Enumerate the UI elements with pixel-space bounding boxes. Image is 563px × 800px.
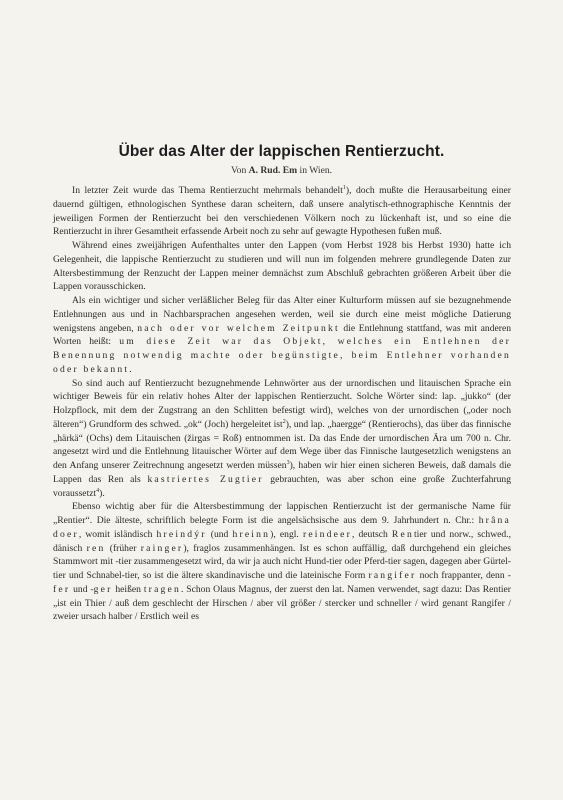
text-run: (und xyxy=(206,528,233,540)
text-run: ). xyxy=(99,487,105,499)
text-run: (früher xyxy=(105,542,141,554)
footnote-ref: 4 xyxy=(96,487,100,494)
spaced-emphasis: nach oder vor welchem Zeitpunkt xyxy=(137,322,340,334)
text-run: . Schon Olaus Magnus, der zuerst den lat. Namen verwendet, sagt dazu: Das Rentier „ist ein Thier / auß dem geschlecht der Hirschen / aber vil größer / stercker und schneller / wird genant Rangifer / zweier ursach halber / Erstlich weil es xyxy=(53,583,511,623)
paragraph xyxy=(53,239,511,294)
text-run: ), doch mußte die Herausarbeitung einer dauernd gültigen, ethnologischen Synthese daran scheitern, daß unsere analytisch-ethnographische Kenntnis der jeweiligen Formen der Rentierzucht bei den verschiedenen Völkern noch zu lückenhaft ist, und so eine die Rentierzucht in ihrer Gesamtheit erfassende Arbeit noch zu sehr auf gewagte Hypothesen fußen muß. xyxy=(53,185,511,238)
text-run: , womit isländisch xyxy=(78,528,157,540)
spaced-emphasis: um diese Zeit war das Objekt, welches ein Entlehnen der Benennung notwendig machte oder begünstigte, beim Entlehner vorhanden oder bekannt xyxy=(53,336,511,375)
spaced-emphasis: tragen xyxy=(143,583,181,595)
paragraph xyxy=(53,294,511,377)
paragraph xyxy=(53,377,511,501)
text-run: Während eines zweijährigen Aufenthaltes unter den Lappen (vom Herbst 1928 bis Herbst 1930) hatte ich Gelegenheit, die lappische Rentierzucht zu studieren und will nun im folgenden mehrere grundlegende Daten zur Altersbestimmung der Renzucht der Lappen meiner demnächst zum Abschluß gebrachten größeren Arbeit über die Lappen vorausschicken. xyxy=(53,240,511,293)
text-run: Als ein wichtiger und sicher verläßlicher Beleg für das Alter einer Kulturform müssen auf sie bezugnehmende Entlehnungen aus und in Nachbarsprachen angesehen werden, weil sie durch eine meist mögliche Datierung wenigstens angeben, xyxy=(53,295,511,334)
text-run: ), fraglos zusammenhängen. Ist es schon auffällig, daß durchgehend ein gleiches Stammwort mit -tier zusammengesetzt wird, da wir ja auch nicht Hund-tier oder Pferd-tier sagen, dagegen aber Gürtel-tier und Schnabel-tier, so ist die ältere skandinavische und die lateinische Form xyxy=(53,542,511,581)
spaced-emphasis: rainger xyxy=(140,542,184,554)
text-run: Ebenso wichtig aber für die Altersbestimmung der lappischen Rentierzucht ist der germanische Name für „Rentier“. Die älteste, schriftlich belegte Form ist die angelsächsische aus dem 9. Jahrhundert n. Chr.: xyxy=(53,501,511,526)
paragraph xyxy=(53,184,511,239)
text-run: ), haben wir hier einen sicheren Beweis, daß damals die Lappen das Ren als xyxy=(53,460,511,485)
spaced-emphasis: hrâna doer xyxy=(53,515,511,540)
text-run: heißen xyxy=(112,583,144,595)
spaced-emphasis: hreinn xyxy=(232,528,271,540)
footnote-ref: 3 xyxy=(286,460,290,466)
paragraph xyxy=(53,500,511,624)
footnote-ref: 2 xyxy=(282,418,286,425)
text-run: So sind auch auf Rentierzucht bezugnehmende Lehnwörter aus der urnordischen und litauischen Sprache ein wichtiger Beweis für ein relativ hohes Alter der lappischen Rentierzucht. Solche Wörter sind: lap. „jukko“ (der Holzpflock, mit dem der Zugstrang an den Schlitten befestigt wird), welches von der urnordischen („oder noch älteren“) Grundform des schwed. „ok“ (Joch) hergeleitet ist xyxy=(53,377,511,430)
spaced-emphasis: ger xyxy=(93,583,113,595)
footnote-ref: 1 xyxy=(342,185,346,191)
byline-author: A. Rud. Em xyxy=(248,165,298,176)
spaced-emphasis: ren xyxy=(86,542,106,554)
text-run: gebrauchten, was aber schon eine große Zuchterfahrung voraussetzt xyxy=(53,473,511,499)
text-run: In letzter Zeit wurde das Thema Rentierzucht mehrmals behandelt xyxy=(72,185,343,196)
text-run: und - xyxy=(70,583,94,595)
text-run: tier und norw., schwed., dänisch xyxy=(53,528,511,554)
spaced-emphasis: rangifer xyxy=(368,570,417,581)
spaced-emphasis: hreindýr xyxy=(156,528,207,540)
article-byline xyxy=(0,165,563,176)
byline-prefix: Von xyxy=(230,165,249,176)
spaced-emphasis: fer xyxy=(53,583,71,595)
text-run: noch frappanter, denn - xyxy=(416,570,511,581)
spaced-emphasis: reindeer xyxy=(302,528,352,540)
text-run: ), engl. xyxy=(270,528,303,540)
text-run: ), und lap. „haergge“ (Rentierochs), das über das finnische „härkä“ (Ochs) dem Litauischen (žirgas = Roß) entnommen ist. Da das Ende der urnordischen Ära um 700 n. Chr. angesetzt wird und die Entlehnung litauischer Wörter auf dem Wege über das Finnische lautgesetzlich wenigstens an den Anfang unserer Zeitrechnung angesetzt werden müssen xyxy=(53,418,511,471)
byline-suffix: in Wien. xyxy=(297,165,333,176)
article-title: Über das Alter der lappischen Rentierzucht. xyxy=(118,143,445,160)
text-run: die Entlehnung stattfand, was mit anderen Worten heißt: xyxy=(53,322,511,348)
article-body xyxy=(53,184,511,624)
spaced-emphasis: Ren xyxy=(391,528,414,540)
text-run: , deutsch xyxy=(351,528,392,540)
text-run: . xyxy=(129,363,132,375)
spaced-emphasis: kastriertes Zugtier xyxy=(147,473,264,485)
